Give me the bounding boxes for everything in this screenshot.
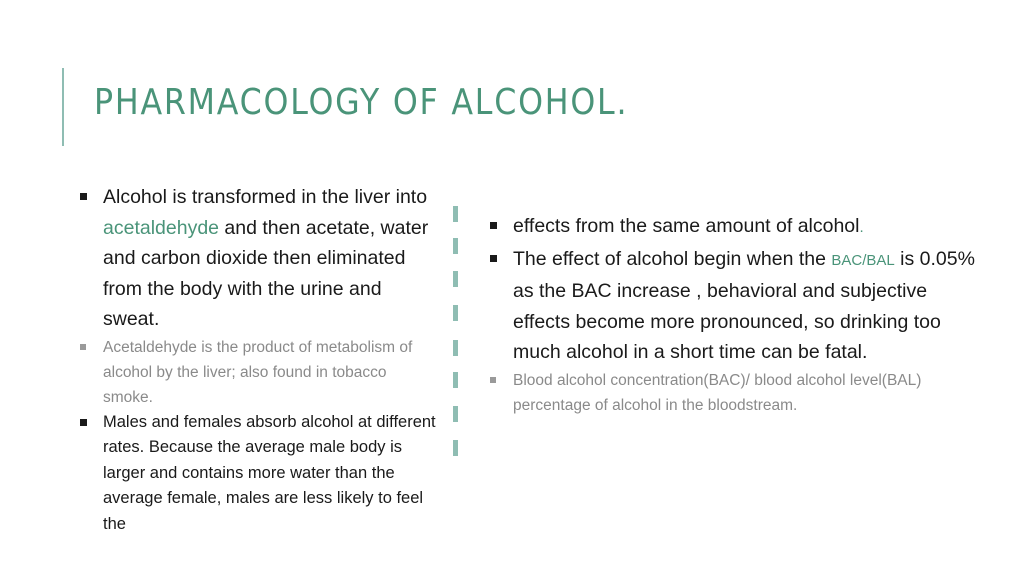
divider-dash bbox=[453, 305, 458, 321]
title-accent-bar bbox=[62, 68, 64, 146]
left-bullet-1-prefix: Alcohol is transformed in the liver into bbox=[103, 186, 428, 208]
left-bullet-2-text: Males and females absorb alcohol at different rates. Because the average male body is larger and contains more water than the average female, males are less likely to feel the bbox=[103, 412, 436, 533]
divider-dash bbox=[453, 238, 458, 254]
right-bullet-1 bbox=[490, 211, 985, 244]
left-bullet-1 bbox=[80, 182, 440, 335]
acetaldehyde-highlight: acetaldehyde bbox=[103, 216, 220, 239]
right-sub-bullet-text: Blood alcohol concentration(BAC)/ blood alcohol level(BAL) percentage of alcohol in the bloodstream. bbox=[513, 371, 922, 414]
left-sub-bullet bbox=[80, 335, 440, 410]
square-bullet-icon bbox=[490, 255, 497, 262]
square-bullet-icon bbox=[80, 344, 86, 350]
left-sub-bullet-text: Acetaldehyde is the product of metabolism of alcohol by the liver; also found in tobacco smoke. bbox=[103, 338, 413, 406]
divider-dash bbox=[453, 271, 458, 287]
right-bullet-2-prefix: The effect of alcohol begin when the bbox=[513, 247, 832, 270]
divider-dash bbox=[453, 440, 458, 456]
divider-dash bbox=[453, 206, 458, 222]
slide-title: PHARMACOLOGY OF ALCOHOL. bbox=[94, 82, 629, 123]
left-bullet-2 bbox=[80, 410, 440, 538]
square-bullet-icon bbox=[80, 419, 87, 426]
left-bullet-1-suffix: and then acetate, water and carbon dioxide then eliminated from the body with the urine and sweat. bbox=[103, 216, 429, 330]
right-column bbox=[490, 211, 985, 418]
right-bullet-1-text: effects from the same amount of alcohol bbox=[513, 215, 860, 237]
left-column bbox=[80, 182, 440, 537]
square-bullet-icon bbox=[490, 377, 496, 383]
divider-dash bbox=[453, 340, 458, 356]
bac-bal-highlight: BAC/BAL bbox=[831, 251, 895, 269]
square-bullet-icon bbox=[490, 222, 497, 229]
divider-dash bbox=[453, 406, 458, 422]
divider-dash bbox=[453, 372, 458, 388]
right-bullet-1-period: . bbox=[859, 219, 864, 236]
right-sub-bullet bbox=[490, 368, 985, 418]
right-bullet-2-suffix: is 0.05% as the BAC increase , behavioral and subjective effects become more pronounced, so drinking too much alcohol in a short time can be fatal. bbox=[513, 247, 975, 363]
square-bullet-icon bbox=[80, 193, 87, 200]
right-bullet-2 bbox=[490, 244, 985, 368]
